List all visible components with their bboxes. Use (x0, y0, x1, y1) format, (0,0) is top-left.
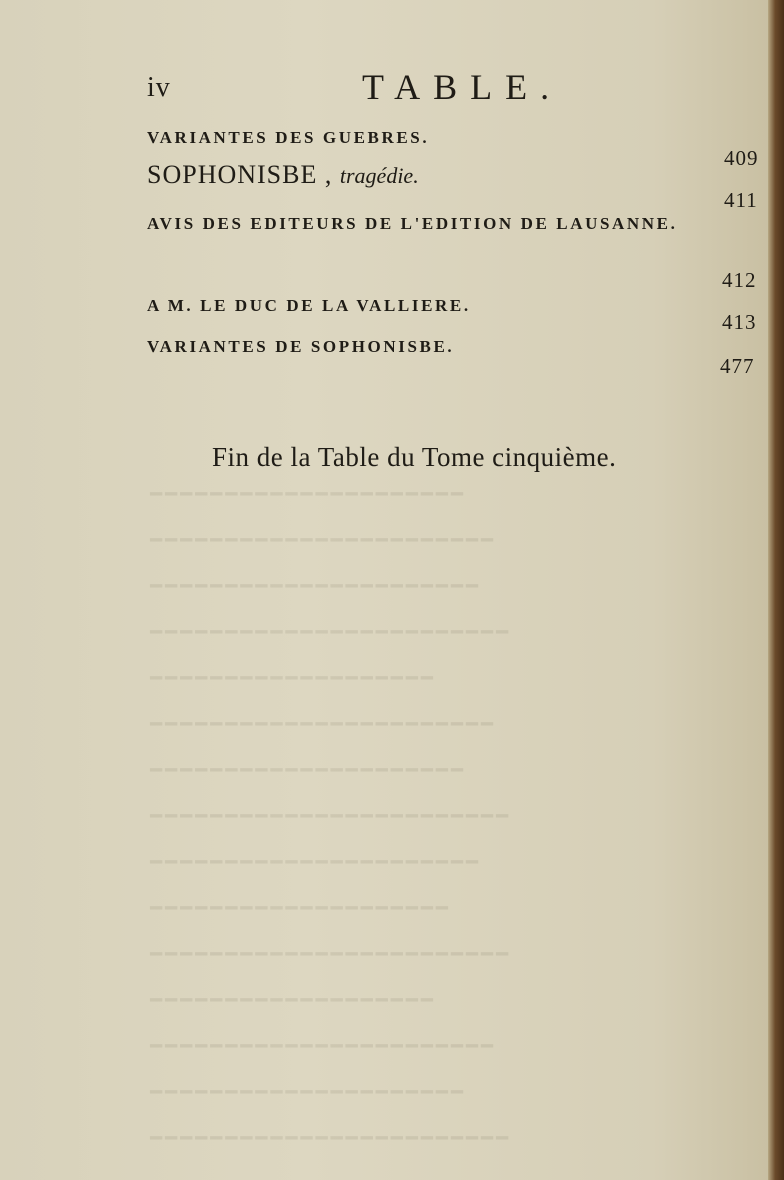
bleed-through-text: ━━━━━━━━━━━━━━━━━━━━━━━━ ━━━━━━━━━━━━━━━━━━━━━ ━━━━━━━━━━━━━━━━━━━━━━━ ━━━━━━━━━━━━━━━━━━━ ━━━━━━━━━━━━━━━━━━━━━━━━ ━━━━━━━━━━━━━━━━━━━━ ━━━━━━━━━━━━━━━━━━━━━━ ━━━━━━━━━━━━━━━━━━━━━━━━ ━━━━━━━━━━━━━━━━━━━━━ ━━━━━━━━━━━━━━━━━━━━━━━ ━━━━━━━━━━━━━━━━━━━ ━━━━━━━━━━━━━━━━━━━━━━━━ ━━━━━━━━━━━━━━━━━━━━━━ ━━━━━━━━━━━━━━━━━━━━━━━ ━━━━━━━━━━━━━━━━━━━━━ (150, 482, 511, 1148)
toc-page-409: 409 (724, 146, 759, 170)
toc-entry-variantes-sophonisbe: VARIANTES DE SOPHONISBE. (147, 337, 455, 356)
closing-line: Fin de la Table du Tome cinquième. (212, 442, 617, 472)
toc-page-412: 412 (722, 268, 757, 292)
page-number: iv (147, 72, 171, 103)
toc-entry-duc-valliere: A M. LE DUC DE LA VALLIERE. (147, 296, 471, 315)
toc-page-477: 477 (720, 354, 755, 378)
toc-entry-genre: tragédie. (339, 163, 419, 188)
toc-entry-avis-editeurs: AVIS DES EDITEURS DE L'EDITION DE LAUSANNE. (147, 214, 678, 233)
toc-page-411: 411 (724, 188, 758, 212)
toc-entry-title: SOPHONISBE , (147, 160, 333, 189)
toc-page-413: 413 (722, 310, 757, 334)
toc-entry-sophonisbe (147, 160, 419, 190)
book-spine (768, 0, 784, 1180)
page-title: TABLE. (362, 67, 563, 107)
toc-entry-variantes-guebres: VARIANTES DES GUEBRES. (147, 128, 430, 147)
